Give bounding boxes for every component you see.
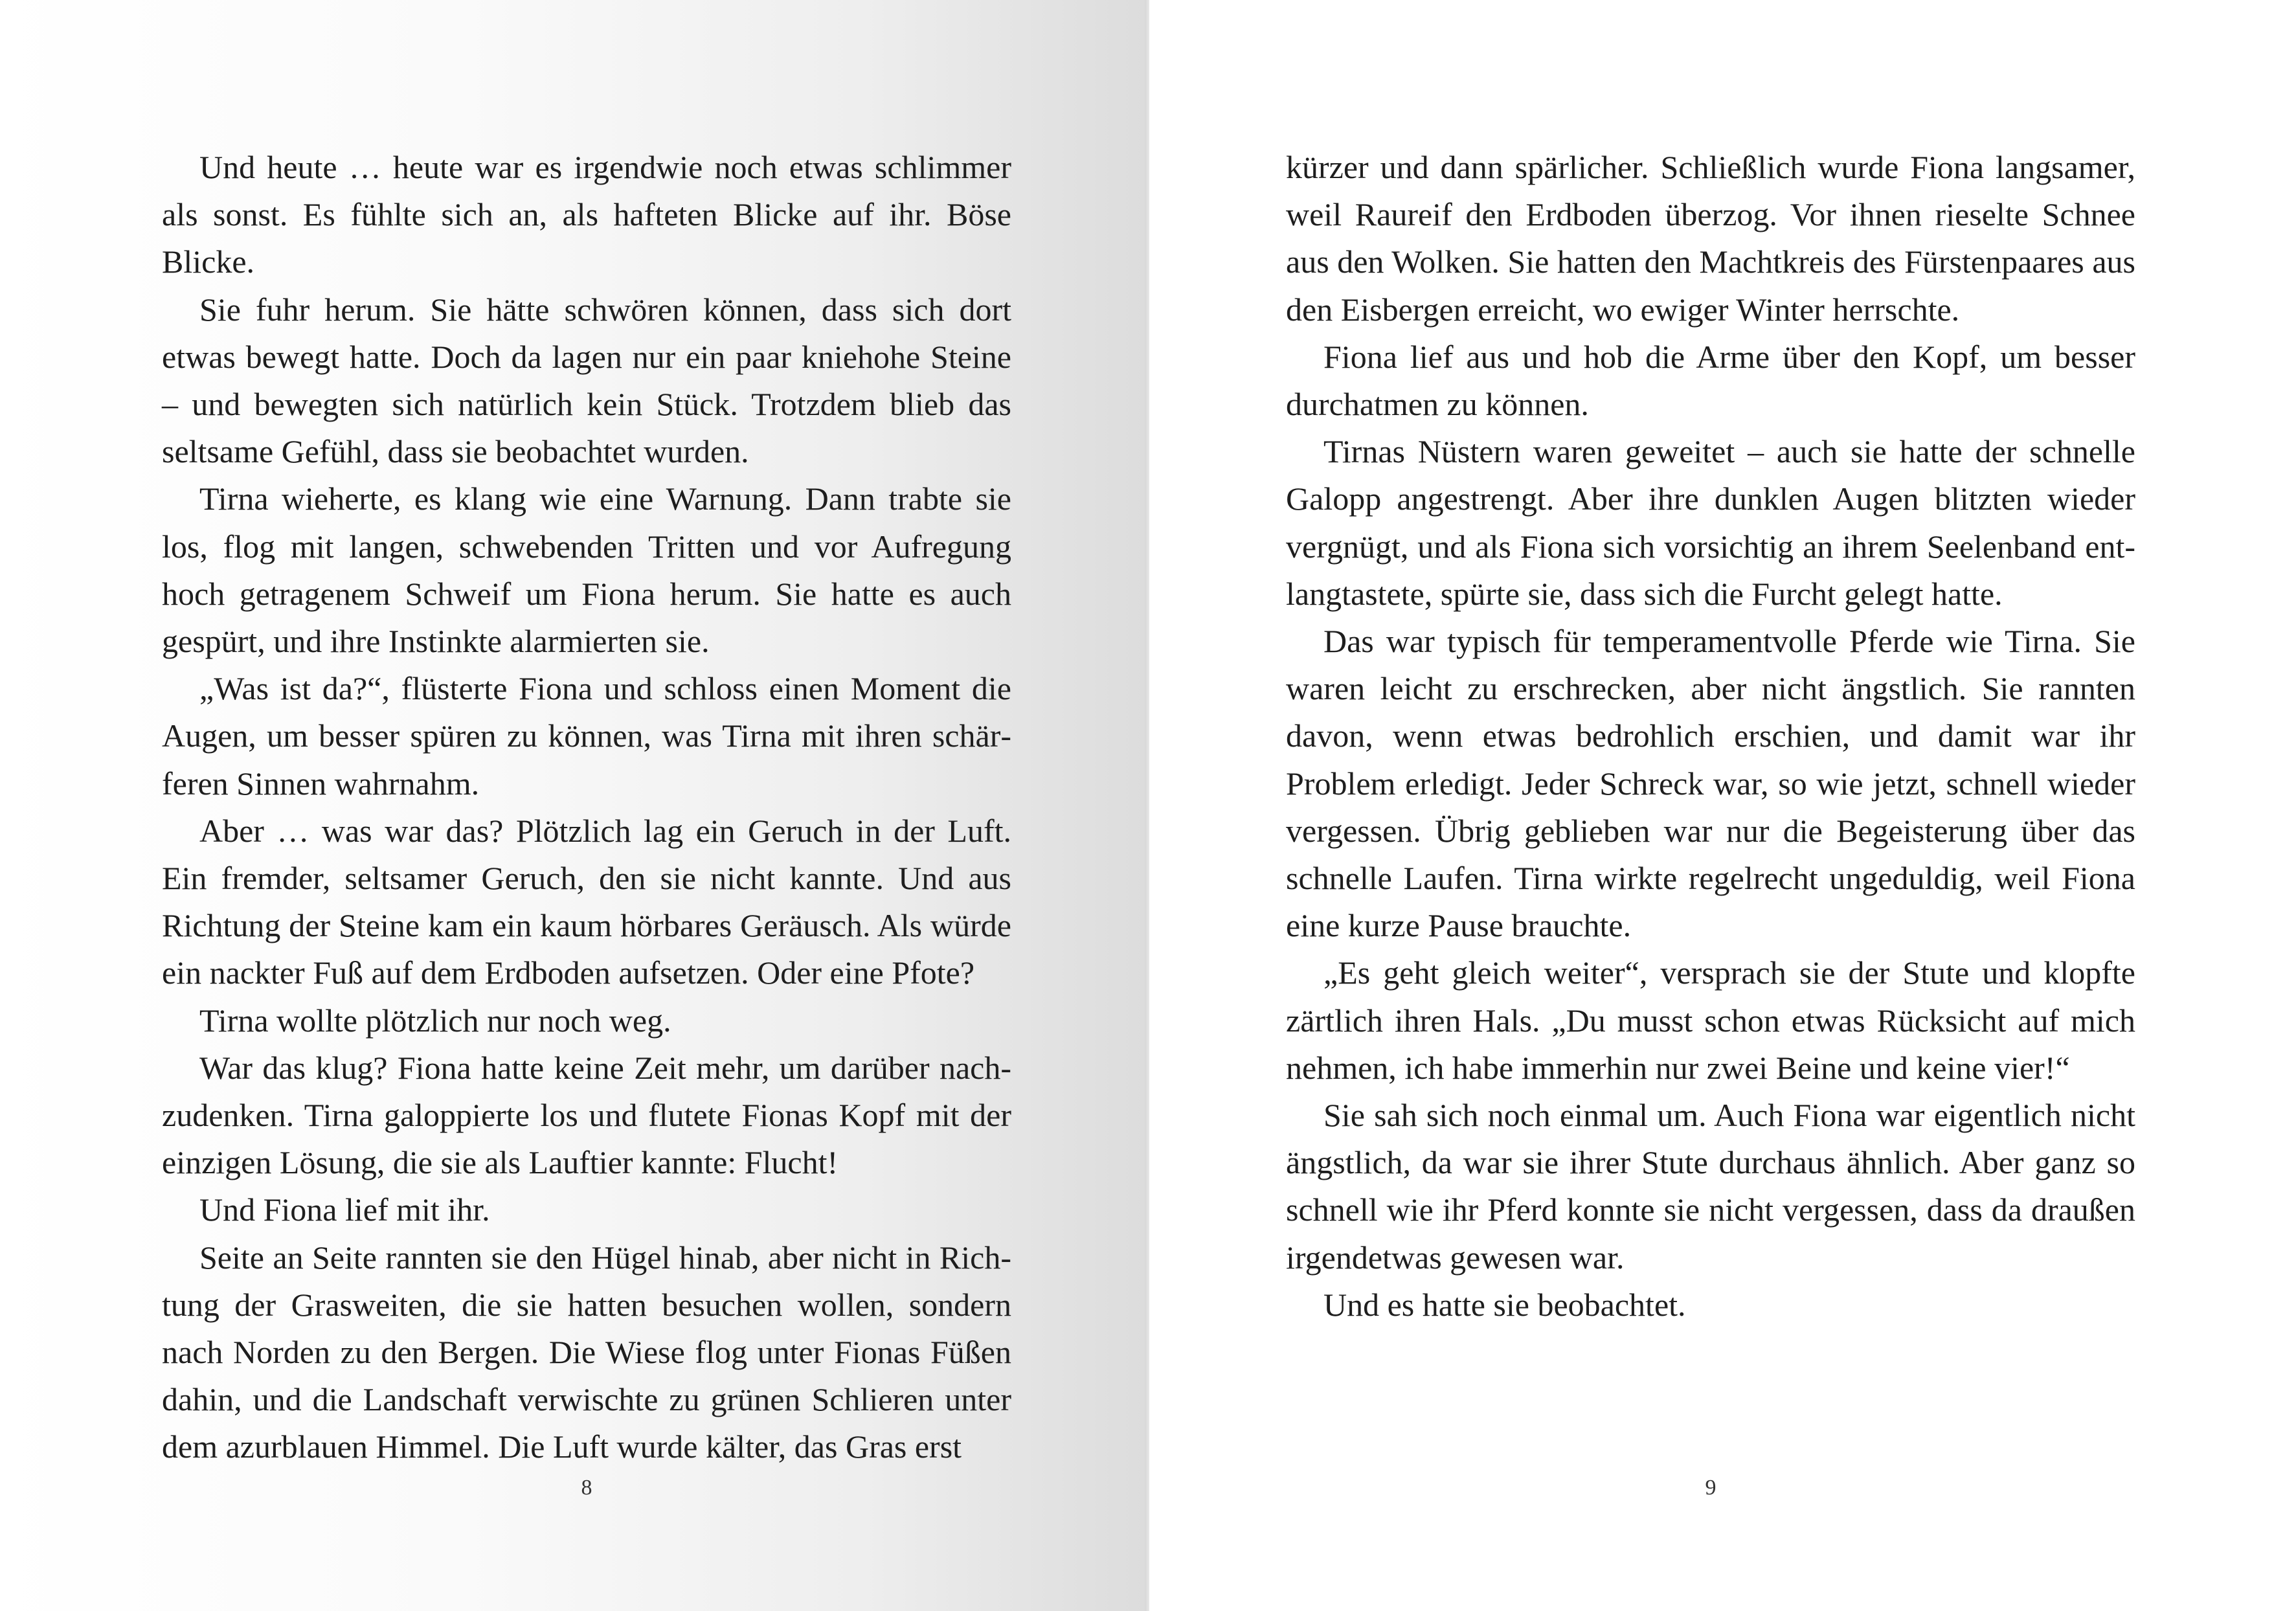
paragraph: Und Fiona lief mit ihr. bbox=[199, 1191, 490, 1228]
left-page-text bbox=[162, 144, 1011, 1471]
paragraph: Das war typisch für temperamentvolle Pferde wie Tirna. Sie waren leicht zu erschrecken, aber nicht ängstlich. Sie rannten davon, wenn etwas bedrohlich erschien, und damit war ihr Problem erledigt. Jeder Schreck war, so wie jetzt, schnell wieder vergessen. Übrig geblieben war nur die Begeisterung über das schnelle Laufen. Tirna wirkte regelrecht ungeduldig, weil Fiona eine kurze Pause brauchte. bbox=[1286, 623, 2135, 944]
page-number: 9 bbox=[1705, 1476, 1716, 1500]
right-page-text bbox=[1286, 144, 2135, 1329]
paragraph: Tirna wollte plötzlich nur noch weg. bbox=[199, 1002, 671, 1039]
paragraph: kürzer und dann spärlicher. Schließlich wurde Fiona langsamer, weil Raureif den Erdboden überzog. Vor ihnen rieselte Schnee aus den Wolken. Sie hatten den Machtkreis des Fürstenpaares aus den Eisbergen erreicht, wo ewiger Winter herrschte. bbox=[1286, 149, 2135, 328]
paragraph: Fiona lief aus und hob die Arme über den Kopf, um besser durchatmen zu können. bbox=[1286, 338, 2135, 423]
paragraph: „Es geht gleich weiter“, versprach sie der Stute und klopfte zärtlich ihren Hals. „Du musst schon etwas Rücksicht auf mich nehmen, ich habe immerhin nur zwei Beine und keine vier!“ bbox=[1286, 954, 2135, 1086]
paragraph: „Was ist da?“, flüsterte Fiona und schloss einen Moment die Augen, um besser spüren zu können, was Tirna mit ihren schärferen Sinnen wahrnahm. bbox=[162, 670, 1011, 802]
paragraph: Aber … was war das? Plötzlich lag ein Geruch in der Luft. Ein fremder, seltsamer Geruch, den sie nicht kannte. Und aus Richtung der Steine kam ein kaum hörbares Geräusch. Als würde ein nackter Fuß auf dem Erdboden aufsetzen. Oder eine Pfote? bbox=[162, 812, 1011, 991]
paragraph: Sie sah sich noch einmal um. Auch Fiona war eigentlich nicht ängstlich, da war sie ihrer Stute durchaus ähnlich. Aber ganz so schnell wie ihr Pferd konnte sie nicht vergessen, dass da draußen irgendetwas gewesen war. bbox=[1286, 1097, 2135, 1276]
paragraph: War das klug? Fiona hatte keine Zeit mehr, um darüber nachzudenken. Tirna galoppierte los und flutete Fionas Kopf mit der einzigen Lösung, die sie als Lauftier kannte: Flucht! bbox=[162, 1049, 1011, 1181]
paragraph: Tirna wieherte, es klang wie eine Warnung. Dann trabte sie los, flog mit langen, schwebenden Tritten und vor Aufregung hoch getragenem Schweif um Fiona herum. Sie hatte es auch gespürt, und ihre Instinkte alarmierten sie. bbox=[162, 480, 1011, 660]
paragraph: Tirnas Nüstern waren geweitet – auch sie hatte der schnelle Galopp angestrengt. Aber ihre dunklen Augen blitzten wieder vergnügt, und als Fiona sich vorsichtig an ihrem Seelenband entlangtastete, spürte sie, dass sich die Furcht gelegt hatte. bbox=[1286, 433, 2135, 612]
paragraph: Und es hatte sie beobachtet. bbox=[1323, 1286, 1686, 1323]
paragraph: Sie fuhr herum. Sie hätte schwören können, dass sich dort etwas bewegt hatte. Doch da lagen nur ein paar kniehohe Steine – und bewegten sich natürlich kein Stück. Trotzdem blieb das seltsame Gefühl, dass sie beobachtet wurden. bbox=[162, 291, 1011, 470]
paragraph: Seite an Seite rannten sie den Hügel hinab, aber nicht in Richtung der Grasweiten, die sie hatten besuchen wollen, sondern nach Norden zu den Bergen. Die Wiese flog unter Fionas Füßen dahin, und die Landschaft verwischte zu grünen Schlieren unter dem azurblauen Himmel. Die Luft wurde kälter, das Gras erst bbox=[162, 1239, 1011, 1465]
paragraph: Und heute … heute war es irgendwie noch etwas schlimmer als sonst. Es fühlte sich an, als hafteten Blicke auf ihr. Böse Blicke. bbox=[162, 149, 1011, 280]
right-page bbox=[1149, 0, 2296, 1611]
page-number: 8 bbox=[581, 1476, 592, 1500]
